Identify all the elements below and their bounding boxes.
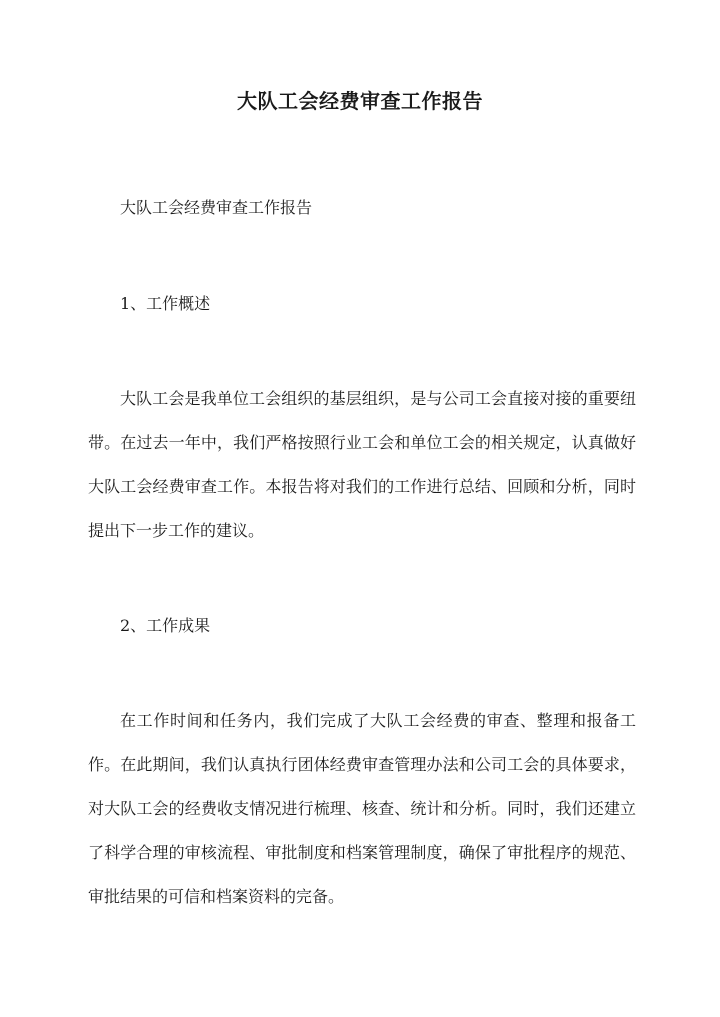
section-heading-results: 2、工作成果	[120, 616, 211, 635]
section-heading-overview: 1、工作概述	[120, 294, 211, 313]
document-title: 大队工会经费审查工作报告	[237, 89, 483, 113]
section-paragraph-overview: 大队工会是我单位工会组织的基层组织，是与公司工会直接对接的重要纽带。在过去一年中，我们严格按照行业工会和单位工会的相关规定，认真做好大队工会经费审查工作。本报告将对我们的工作进行总结、回顾和分析，同时提出下一步工作的建议。	[88, 389, 636, 540]
document-subtitle: 大队工会经费审查工作报告	[120, 198, 313, 217]
section-paragraph-results: 在工作时间和任务内，我们完成了大队工会经费的审查、整理和报备工作。在此期间，我们认真执行团体经费审查管理办法和公司工会的具体要求，对大队工会的经费收支情况进行梳理、核查、统计和分析。同时，我们还建立了科学合理的审核流程、审批制度和档案管理制度，确保了审批程序的规范、审批结果的可信和档案资料的完备。	[88, 711, 636, 906]
